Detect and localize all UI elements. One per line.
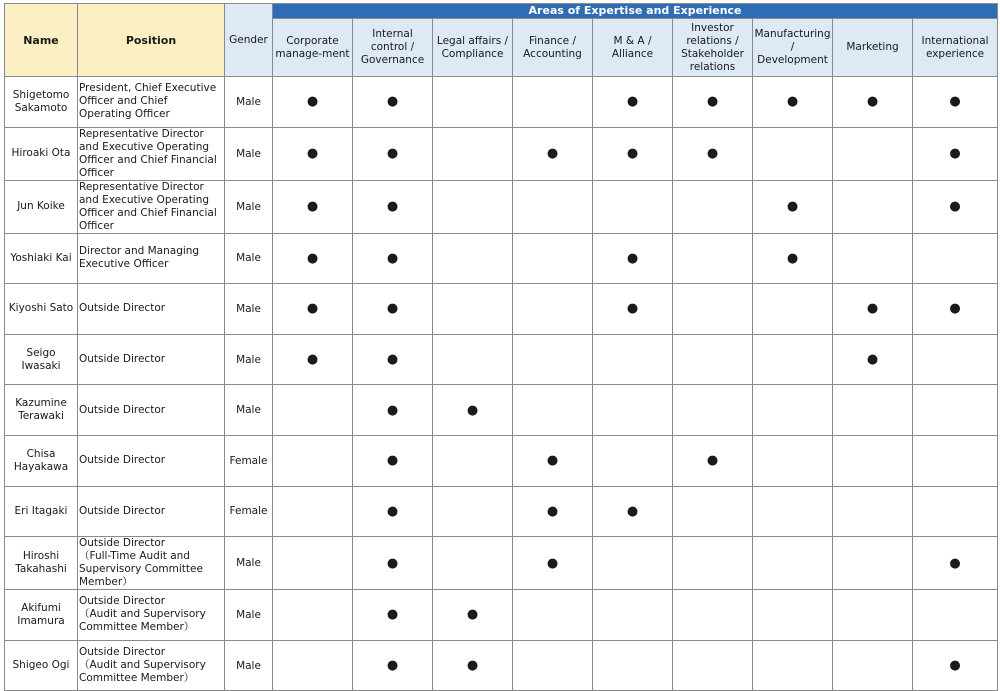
expertise-mark: ●: [833, 77, 913, 128]
director-position: President, Chief Executive Officer and Chief Operating Officer: [78, 77, 225, 128]
expertise-mark: ●: [833, 284, 913, 335]
expertise-cell-empty: [513, 233, 593, 284]
expertise-cell-empty: [273, 590, 353, 641]
director-position: Outside Director: [78, 435, 225, 486]
expertise-mark: ●: [273, 284, 353, 335]
expertise-cell-empty: [593, 640, 673, 691]
expertise-mark: ●: [433, 640, 513, 691]
expertise-cell-empty: [593, 334, 673, 385]
expertise-cell-empty: [673, 385, 753, 436]
expertise-mark: ●: [913, 127, 998, 180]
expertise-cell-empty: [433, 127, 513, 180]
expertise-mark: ●: [833, 334, 913, 385]
expertise-cell-empty: [513, 77, 593, 128]
director-gender: Male: [225, 284, 273, 335]
expertise-mark: ●: [353, 334, 433, 385]
expertise-cell-empty: [913, 233, 998, 284]
expertise-cell-empty: [433, 233, 513, 284]
table-row: [5, 385, 998, 436]
expertise-cell-empty: [913, 590, 998, 641]
expertise-cell-empty: [433, 180, 513, 233]
expertise-mark: ●: [593, 284, 673, 335]
expertise-cell-empty: [833, 640, 913, 691]
director-position: Outside Director: [78, 284, 225, 335]
table-row: [5, 127, 998, 180]
table-row: [5, 77, 998, 128]
expertise-mark: ●: [673, 77, 753, 128]
director-gender: Male: [225, 385, 273, 436]
expertise-cell-empty: [433, 284, 513, 335]
header-area: M & A / Alliance: [593, 19, 673, 77]
director-position: Outside Director: [78, 334, 225, 385]
expertise-mark: ●: [273, 233, 353, 284]
table-row: [5, 590, 998, 641]
director-name: Chisa Hayakawa: [5, 435, 78, 486]
expertise-cell-empty: [753, 127, 833, 180]
expertise-cell-empty: [593, 180, 673, 233]
expertise-cell-empty: [273, 640, 353, 691]
expertise-cell-empty: [913, 385, 998, 436]
expertise-cell-empty: [833, 127, 913, 180]
expertise-cell-empty: [273, 435, 353, 486]
expertise-cell-empty: [673, 233, 753, 284]
header-area: Internal control / Governance: [353, 19, 433, 77]
director-name: Jun Koike: [5, 180, 78, 233]
expertise-mark: ●: [353, 233, 433, 284]
table-row: [5, 334, 998, 385]
table-header: [5, 4, 998, 77]
director-gender: Male: [225, 537, 273, 590]
director-name: Kazumine Terawaki: [5, 385, 78, 436]
expertise-mark: ●: [353, 486, 433, 537]
expertise-cell-empty: [753, 284, 833, 335]
expertise-cell-empty: [833, 385, 913, 436]
expertise-mark: ●: [913, 640, 998, 691]
expertise-cell-empty: [753, 385, 833, 436]
expertise-cell-empty: [513, 640, 593, 691]
expertise-cell-empty: [753, 334, 833, 385]
expertise-cell-empty: [673, 537, 753, 590]
expertise-mark: ●: [353, 127, 433, 180]
expertise-mark: ●: [913, 537, 998, 590]
table-row: [5, 640, 998, 691]
expertise-cell-empty: [593, 435, 673, 486]
expertise-mark: ●: [273, 127, 353, 180]
expertise-mark: ●: [753, 77, 833, 128]
skills-matrix-container: [4, 3, 998, 691]
header-area: Investor relations / Stakeholder relations: [673, 19, 753, 77]
director-position: Outside Director （Audit and Supervisory Committee Member）: [78, 640, 225, 691]
director-name: Akifumi Imamura: [5, 590, 78, 641]
header-areas-title: Areas of Expertise and Experience: [273, 4, 998, 19]
expertise-cell-empty: [833, 233, 913, 284]
director-name: Shigeo Ogi: [5, 640, 78, 691]
director-gender: Male: [225, 127, 273, 180]
expertise-mark: ●: [913, 77, 998, 128]
expertise-mark: ●: [913, 180, 998, 233]
expertise-mark: ●: [753, 180, 833, 233]
expertise-mark: ●: [353, 590, 433, 641]
director-gender: Male: [225, 334, 273, 385]
expertise-cell-empty: [673, 180, 753, 233]
header-area: Finance / Accounting: [513, 19, 593, 77]
expertise-cell-empty: [593, 385, 673, 436]
expertise-cell-empty: [513, 180, 593, 233]
expertise-mark: ●: [273, 180, 353, 233]
expertise-cell-empty: [833, 435, 913, 486]
table-row: [5, 284, 998, 335]
expertise-cell-empty: [833, 537, 913, 590]
director-gender: Male: [225, 233, 273, 284]
director-gender: Female: [225, 435, 273, 486]
director-name: Yoshiaki Kai: [5, 233, 78, 284]
director-position: Representative Director and Executive Operating Officer and Chief Financial Officer: [78, 127, 225, 180]
expertise-mark: ●: [353, 640, 433, 691]
expertise-cell-empty: [513, 284, 593, 335]
header-area: Manufacturing / Development: [753, 19, 833, 77]
director-position: Outside Director: [78, 385, 225, 436]
director-gender: Female: [225, 486, 273, 537]
expertise-cell-empty: [513, 385, 593, 436]
expertise-cell-empty: [433, 334, 513, 385]
expertise-cell-empty: [833, 486, 913, 537]
expertise-mark: ●: [753, 233, 833, 284]
expertise-mark: ●: [433, 590, 513, 641]
expertise-mark: ●: [673, 127, 753, 180]
expertise-mark: ●: [433, 385, 513, 436]
expertise-cell-empty: [433, 77, 513, 128]
expertise-mark: ●: [353, 77, 433, 128]
expertise-mark: ●: [593, 486, 673, 537]
expertise-cell-empty: [273, 537, 353, 590]
skills-matrix-table: [4, 3, 998, 691]
expertise-cell-empty: [673, 284, 753, 335]
expertise-cell-empty: [913, 486, 998, 537]
header-name: Name: [5, 4, 78, 77]
expertise-mark: ●: [273, 334, 353, 385]
expertise-cell-empty: [913, 435, 998, 486]
director-position: Outside Director: [78, 486, 225, 537]
expertise-cell-empty: [833, 590, 913, 641]
table-body: [5, 77, 998, 691]
director-name: Kiyoshi Sato: [5, 284, 78, 335]
expertise-cell-empty: [913, 334, 998, 385]
expertise-cell-empty: [433, 486, 513, 537]
header-position: Position: [78, 4, 225, 77]
expertise-cell-empty: [753, 435, 833, 486]
expertise-mark: ●: [353, 180, 433, 233]
expertise-cell-empty: [593, 537, 673, 590]
expertise-mark: ●: [513, 486, 593, 537]
header-area: International experience: [913, 19, 998, 77]
expertise-cell-empty: [433, 435, 513, 486]
expertise-cell-empty: [273, 486, 353, 537]
expertise-cell-empty: [673, 334, 753, 385]
director-position: Representative Director and Executive Operating Officer and Chief Financial Officer: [78, 180, 225, 233]
header-area: Corporate manage-ment: [273, 19, 353, 77]
header-gender: Gender: [225, 4, 273, 77]
expertise-mark: ●: [353, 385, 433, 436]
expertise-cell-empty: [753, 537, 833, 590]
expertise-cell-empty: [753, 590, 833, 641]
expertise-cell-empty: [273, 385, 353, 436]
expertise-cell-empty: [433, 537, 513, 590]
expertise-mark: ●: [593, 233, 673, 284]
expertise-cell-empty: [513, 334, 593, 385]
director-name: Hiroaki Ota: [5, 127, 78, 180]
table-row: [5, 537, 998, 590]
director-position: Director and Managing Executive Officer: [78, 233, 225, 284]
director-name: Eri Itagaki: [5, 486, 78, 537]
expertise-cell-empty: [673, 590, 753, 641]
expertise-mark: ●: [593, 77, 673, 128]
expertise-mark: ●: [513, 537, 593, 590]
expertise-mark: ●: [353, 435, 433, 486]
expertise-cell-empty: [673, 486, 753, 537]
expertise-cell-empty: [753, 486, 833, 537]
expertise-cell-empty: [753, 640, 833, 691]
header-area: Marketing: [833, 19, 913, 77]
expertise-mark: ●: [913, 284, 998, 335]
director-name: Shigetomo Sakamoto: [5, 77, 78, 128]
table-row: [5, 435, 998, 486]
director-gender: Male: [225, 180, 273, 233]
expertise-mark: ●: [673, 435, 753, 486]
expertise-mark: ●: [593, 127, 673, 180]
director-name: Hiroshi Takahashi: [5, 537, 78, 590]
expertise-cell-empty: [513, 590, 593, 641]
expertise-cell-empty: [833, 180, 913, 233]
expertise-mark: ●: [513, 435, 593, 486]
table-row: [5, 180, 998, 233]
expertise-mark: ●: [353, 537, 433, 590]
director-position: Outside Director （Full-Time Audit and Supervisory Committee Member）: [78, 537, 225, 590]
expertise-cell-empty: [593, 590, 673, 641]
expertise-cell-empty: [673, 640, 753, 691]
table-row: [5, 233, 998, 284]
director-name: Seigo Iwasaki: [5, 334, 78, 385]
director-gender: Male: [225, 77, 273, 128]
director-gender: Male: [225, 640, 273, 691]
expertise-mark: ●: [353, 284, 433, 335]
director-position: Outside Director （Audit and Supervisory Committee Member）: [78, 590, 225, 641]
expertise-mark: ●: [513, 127, 593, 180]
director-gender: Male: [225, 590, 273, 641]
table-row: [5, 486, 998, 537]
header-area: Legal affairs / Compliance: [433, 19, 513, 77]
expertise-mark: ●: [273, 77, 353, 128]
